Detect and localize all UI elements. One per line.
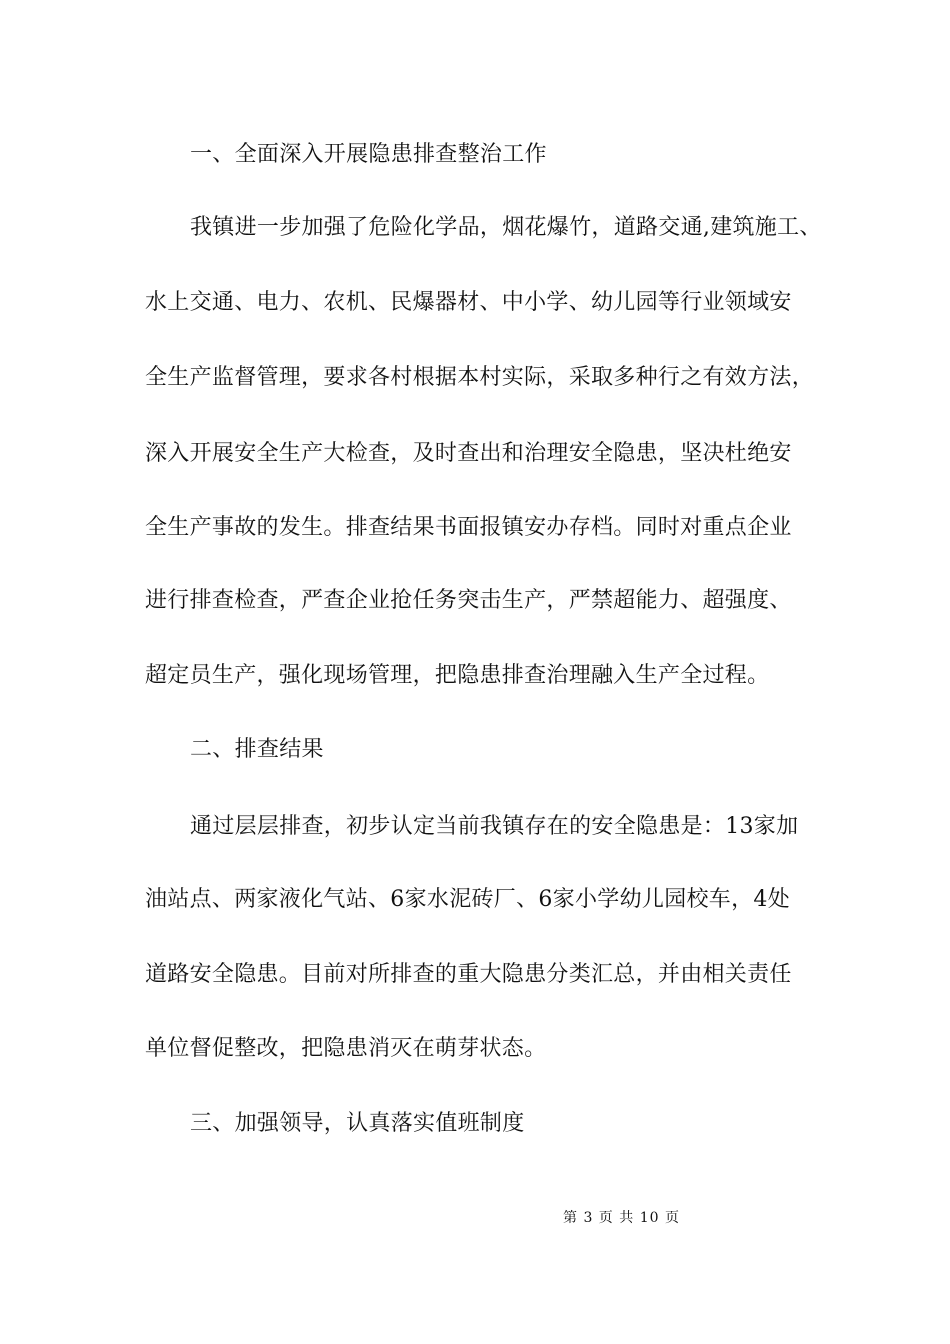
heading-3: 三、加强领导，认真落实值班制度 <box>190 1111 525 1136</box>
paragraph-1-line-7: 超定员生产，强化现场管理，把隐患排查治理融入生产全过程。 <box>145 663 770 688</box>
heading-1: 一、全面深入开展隐患排查整治工作 <box>190 142 547 167</box>
paragraph-1-line-4: 深入开展安全生产大检查，及时查出和治理安全隐患，坚决杜绝安 <box>145 441 792 466</box>
heading-2: 二、排查结果 <box>190 737 324 762</box>
paragraph-2-line-3: 道路安全隐患。目前对所排查的重大隐患分类汇总，并由相关责任 <box>145 962 792 987</box>
paragraph-2-line-1: 通过层层排查，初步认定当前我镇存在的安全隐患是：13家加 <box>190 814 799 839</box>
page-number-footer: 第 3 页 共 10 页 <box>563 1210 680 1226</box>
paragraph-1-line-6: 进行排查检查，严查企业抢任务突击生产，严禁超能力、超强度、 <box>145 588 792 613</box>
paragraph-1-line-2: 水上交通、电力、农机、民爆器材、中小学、幼儿园等行业领域安 <box>145 290 792 315</box>
paragraph-2-line-2: 油站点、两家液化气站、6家水泥砖厂、6家小学幼儿园校车，4处 <box>145 887 790 912</box>
paragraph-2-line-4: 单位督促整改，把隐患消灭在萌芽状态。 <box>145 1036 547 1061</box>
paragraph-1-line-3: 全生产监督管理，要求各村根据本村实际，采取多种行之有效方法， <box>145 365 815 390</box>
paragraph-1-line-1: 我镇进一步加强了危险化学品，烟花爆竹，道路交通,建筑施工、 <box>190 215 822 240</box>
paragraph-1-line-5: 全生产事故的发生。排查结果书面报镇安办存档。同时对重点企业 <box>145 515 792 540</box>
